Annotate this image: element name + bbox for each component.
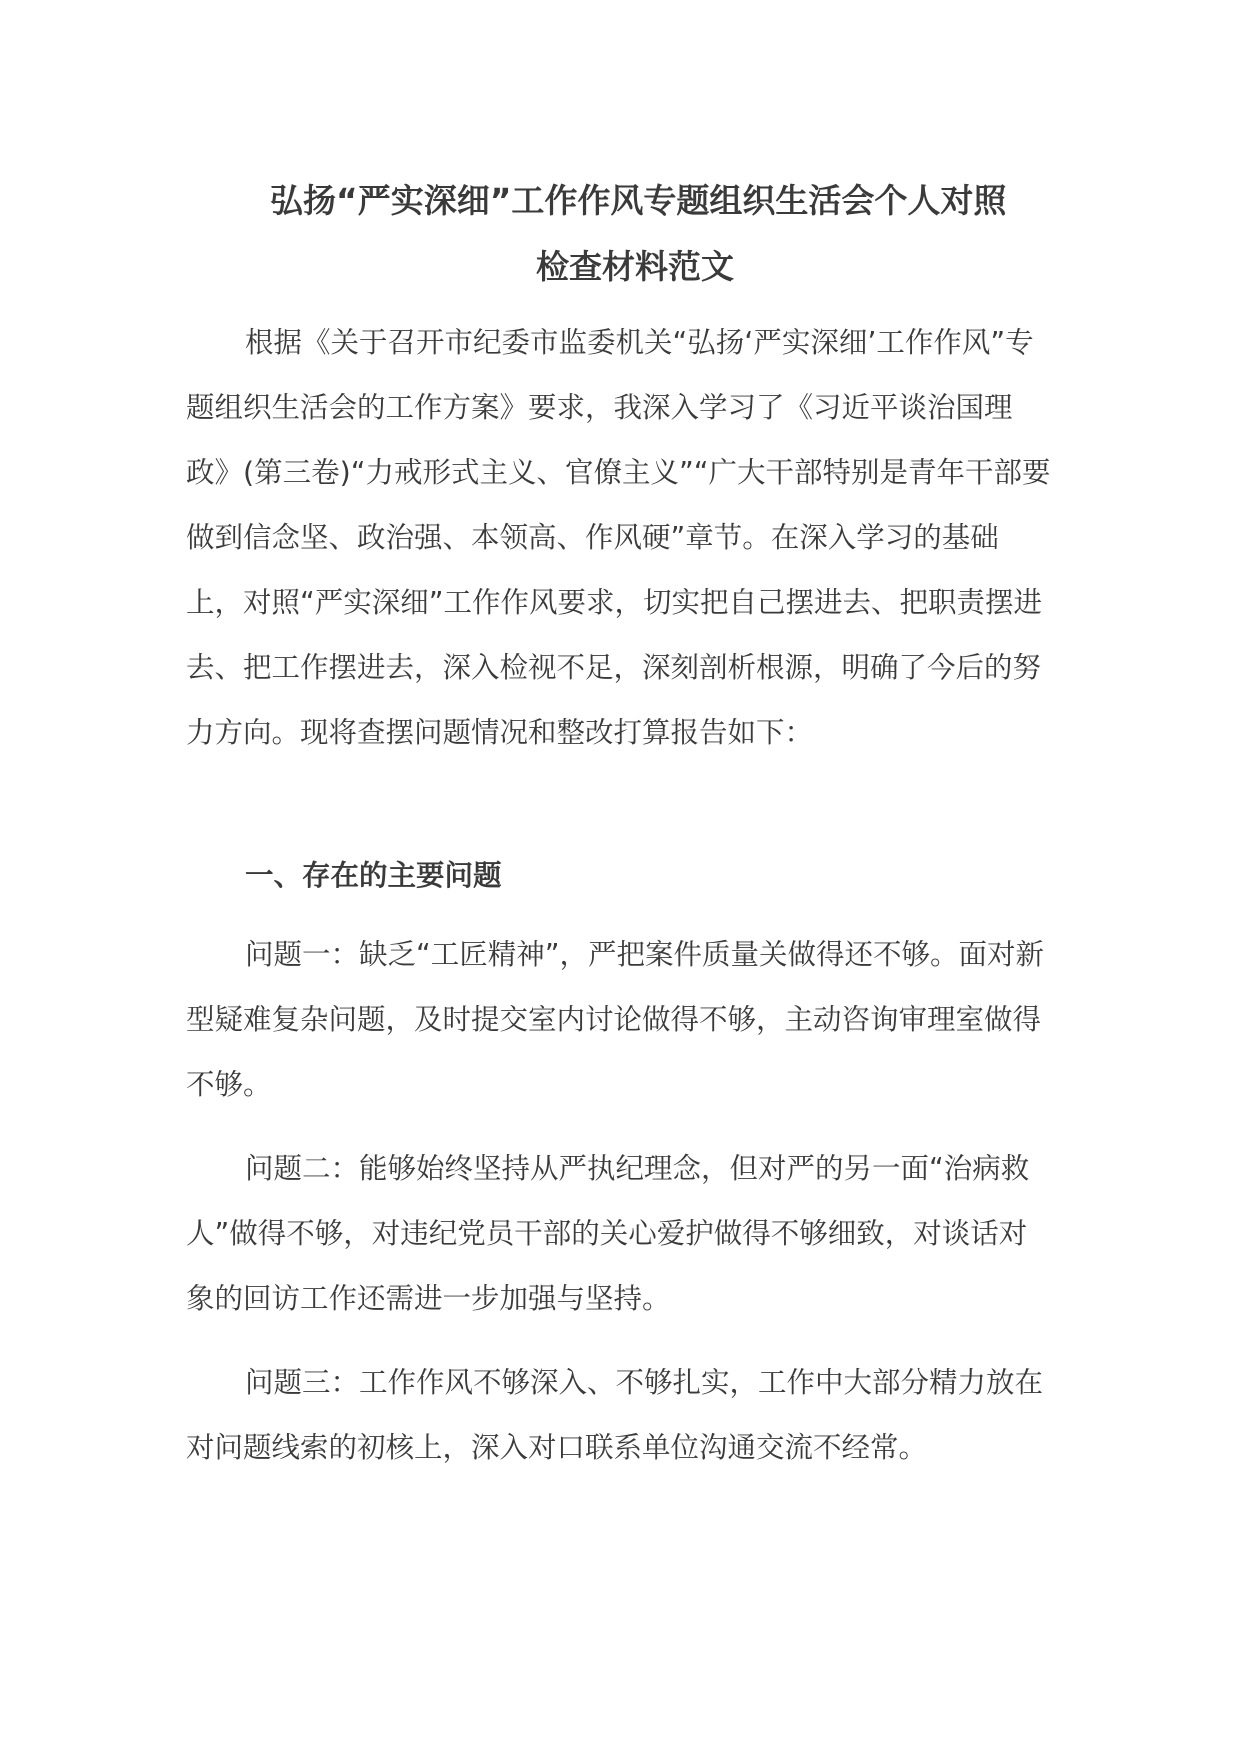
problem-2-paragraph: 问题二：能够始终坚持从严执纪理念，但对严的另一面“治病救人”做得不够，对违纪党员干部的关心爱护做得不够细致，对谈话对象的回访工作还需进一步加强与坚持。 (186, 1152, 1030, 1315)
problem-1-paragraph: 问题一：缺乏“工匠精神”，严把案件质量关做得还不够。面对新型疑难复杂问题，及时提交室内讨论做得不够，主动咨询审理室做得不够。 (186, 938, 1045, 1101)
problem-3-paragraph: 问题三：工作作风不够深入、不够扎实，工作中大部分精力放在对问题线索的初核上，深入对口联系单位沟通交流不经常。 (186, 1366, 1044, 1464)
document-title-line-1: 弘扬“严实深细”工作作风专题组织生活会个人对照 (270, 181, 1007, 220)
document-title-line-2: 检查材料范文 (536, 247, 734, 286)
document-title (186, 168, 1054, 300)
section-heading-main-problems: 一、存在的主要问题 (245, 859, 502, 892)
intro-paragraph: 根据《关于召开市纪委市监委机关“弘扬‘严实深细’工作作风”专题组织生活会的工作方案》要求，我深入学习了《习近平谈治国理政》(第三卷)“力戒形式主义、官僚主义”“广大干部特别是青年干部要做到信念坚、政治强、本领高、作风硬”章节。在深入学习的基础上，对照“严实深细”工作作风要求，切实把自己摆进去、把职责摆进去、把工作摆进去，深入检视不足，深刻剖析根源，明确了今后的努力方向。现将查摆问题情况和整改打算报告如下： (186, 326, 1051, 749)
